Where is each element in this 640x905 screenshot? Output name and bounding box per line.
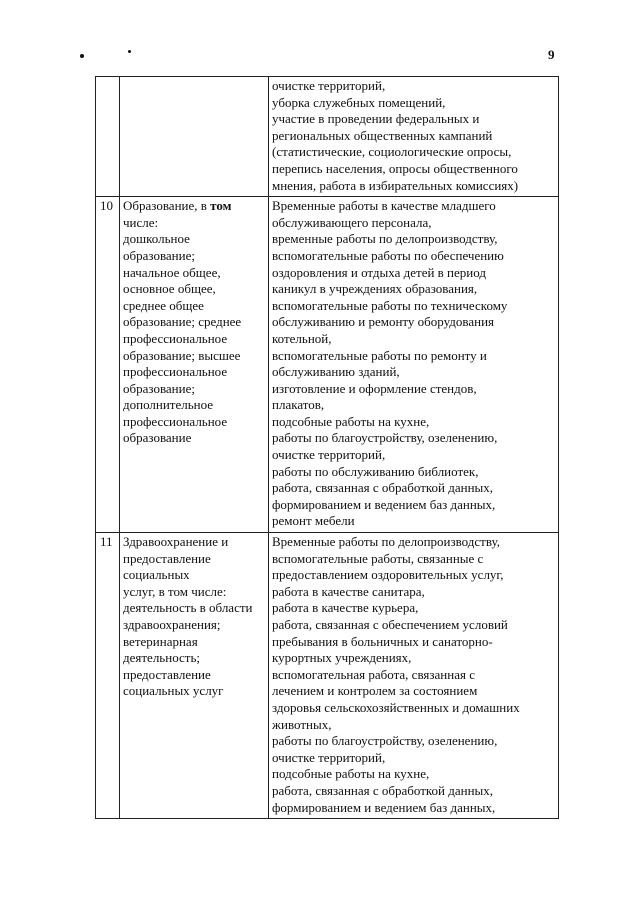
sector-line: образование; среднее <box>123 314 242 330</box>
work-line: каникул в учреждениях образования, <box>272 281 478 297</box>
sector-line: профессиональное <box>123 364 228 380</box>
work-line: перепись населения, опросы общественного <box>272 160 518 176</box>
sector-cell <box>120 533 269 819</box>
sector-line-bold: том <box>210 198 232 214</box>
row-number: 10 <box>96 197 120 533</box>
sector-line: профессиональное <box>123 330 228 346</box>
work-line: Временные работы в качестве младшего <box>272 198 496 214</box>
work-line: здоровья сельскохозяйственных и домашних <box>272 699 520 715</box>
work-line: работа в качестве курьера, <box>272 600 419 616</box>
sector-cell <box>120 197 269 533</box>
work-line: мнения, работа в избирательных комиссиях) <box>272 177 519 193</box>
scan-mark-dot <box>80 54 84 58</box>
sector-line: социальных <box>123 567 190 583</box>
work-line: обслуживанию и ремонту оборудования <box>272 314 495 330</box>
sector-line: образование; <box>123 247 195 263</box>
work-line: вспомогательные работы, связанные с <box>272 550 484 566</box>
table-row <box>96 197 559 533</box>
work-line: работа в качестве санитара, <box>272 583 425 599</box>
work-line: работы по благоустройству, озеленению, <box>272 430 498 446</box>
work-cell <box>269 533 559 819</box>
work-line: работы по обслуживанию библиотек, <box>272 463 479 479</box>
work-line: подсобные работы на кухне, <box>272 766 430 782</box>
work-line: вспомогательная работа, связанная с <box>272 666 475 682</box>
work-line: формированием и ведением баз данных, <box>272 496 496 512</box>
sector-line: основное общее, <box>123 281 216 297</box>
sector-cell <box>120 77 269 197</box>
sector-line: образование; высшее <box>123 347 241 363</box>
work-line: очистке территорий, <box>272 78 386 93</box>
work-line: формированием и ведением баз данных, <box>272 799 496 815</box>
work-cell <box>269 77 559 197</box>
sector-line: образование <box>123 430 192 446</box>
work-line: ремонт мебели <box>272 513 355 529</box>
sector-line: Здравоохранение и <box>123 534 229 550</box>
page-number: 9 <box>548 47 555 62</box>
work-line: обслуживанию зданий, <box>272 364 400 380</box>
sector-line: предоставление <box>123 666 211 682</box>
sector-line: предоставление <box>123 550 211 566</box>
work-line: временные работы по делопроизводству, <box>272 231 498 247</box>
sector-line <box>123 198 265 215</box>
work-line: плакатов, <box>272 397 325 413</box>
work-line: очистке территорий, <box>272 749 386 765</box>
work-line: обслуживающего персонала, <box>272 214 432 230</box>
work-cell <box>269 197 559 533</box>
sector-line: дошкольное <box>123 231 190 247</box>
work-line: Временные работы по делопроизводству, <box>272 534 500 550</box>
table-row <box>96 77 559 197</box>
work-line: участие в проведении федеральных и <box>272 111 480 127</box>
sector-line: профессиональное <box>123 413 228 429</box>
row-number <box>96 77 120 197</box>
sector-line-text: Образование, в <box>123 198 211 214</box>
work-line: животных, <box>272 716 332 732</box>
work-line: региональных общественных кампаний <box>272 127 493 143</box>
table-row <box>96 533 559 819</box>
work-line: работы по благоустройству, озеленению, <box>272 733 498 749</box>
work-line: работа, связанная с обеспечением условий <box>272 617 508 632</box>
sector-line: здравоохранения; <box>123 617 221 632</box>
sector-line: социальных услуг <box>123 683 224 699</box>
sector-line: дополнительное <box>123 397 214 413</box>
sector-line: ветеринарная <box>123 633 198 649</box>
work-line: предоставлением оздоровительных услуг, <box>272 567 504 583</box>
sector-line: деятельность; <box>123 650 201 666</box>
sector-line: числе: <box>123 214 159 230</box>
work-line: изготовление и оформление стендов, <box>272 380 477 396</box>
work-line: (статистические, социологические опросы, <box>272 144 512 160</box>
sector-line: образование; <box>123 380 195 396</box>
work-line: котельной, <box>272 330 332 346</box>
work-line: работа, связанная с обработкой данных, <box>272 782 494 798</box>
work-line: лечением и контролем за состоянием <box>272 683 478 699</box>
work-line: оздоровления и отдыха детей в период <box>272 264 486 280</box>
work-line: работа, связанная с обработкой данных, <box>272 480 494 496</box>
work-line: вспомогательные работы по техническому <box>272 297 508 313</box>
work-line: вспомогательные работы по обеспечению <box>272 247 504 263</box>
work-line: курортных учреждениях, <box>272 650 412 666</box>
work-line: вспомогательные работы по ремонту и <box>272 347 487 363</box>
sector-line: услуг, в том числе: <box>123 583 227 599</box>
activity-table <box>95 76 559 819</box>
work-line: уборка служебных помещений, <box>272 94 446 110</box>
sector-line: среднее общее <box>123 297 204 313</box>
work-line: подсобные работы на кухне, <box>272 413 430 429</box>
sector-line: деятельность в области <box>123 600 253 616</box>
row-number: 11 <box>96 533 120 819</box>
work-line: пребывания в больничных и санаторно- <box>272 633 493 649</box>
scan-mark-dot <box>128 50 131 53</box>
work-line: очистке территорий, <box>272 447 386 463</box>
sector-line: начальное общее, <box>123 264 221 280</box>
